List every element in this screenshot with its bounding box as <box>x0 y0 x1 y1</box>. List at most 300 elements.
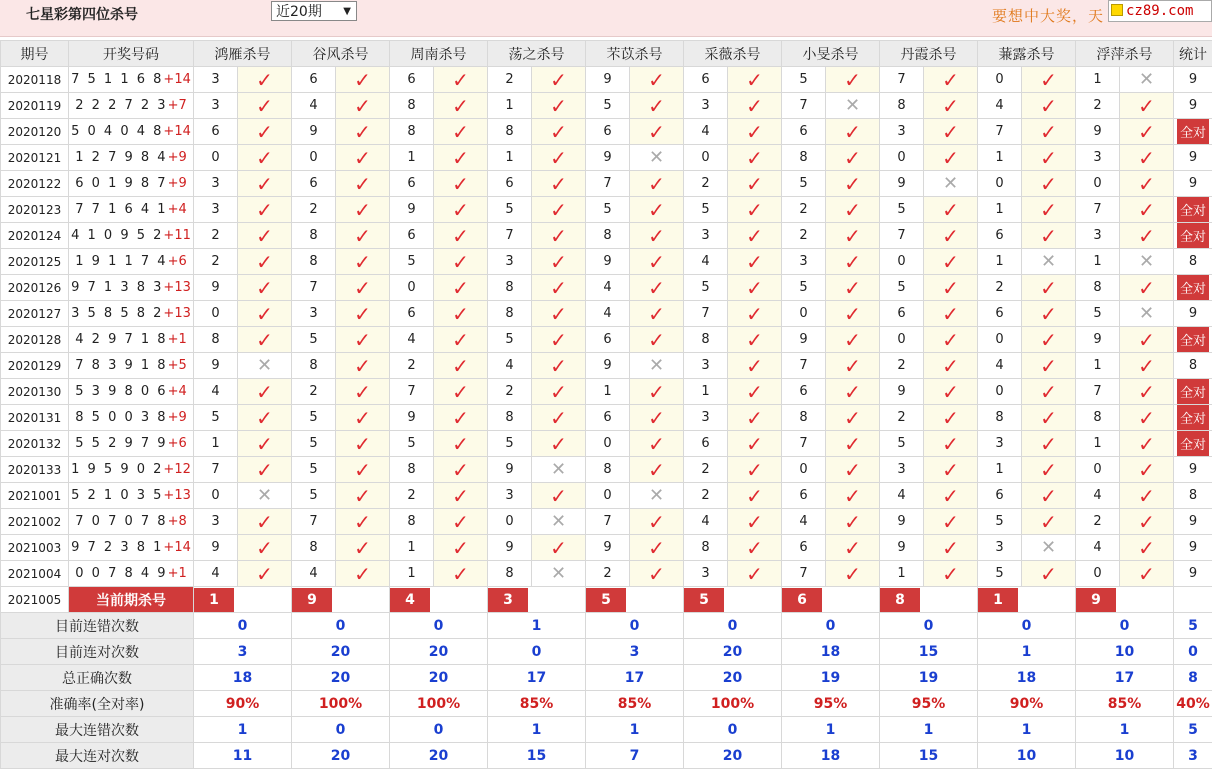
check-mark: ✓ <box>648 275 665 300</box>
kill-number-cell: 1 <box>978 457 1022 483</box>
check-mark: ✓ <box>354 509 371 534</box>
draw-sum: +1 <box>167 332 187 347</box>
check-icon <box>336 171 390 197</box>
table-row <box>1 249 1212 275</box>
kill-number-cell: 2 <box>292 197 336 223</box>
kill-number-cell: 2 <box>684 171 728 197</box>
check-mark: ✓ <box>746 197 763 222</box>
all-correct-label: 全对 <box>1177 431 1209 456</box>
stat-value: 85% <box>586 691 684 717</box>
kill-number-cell: 0 <box>292 145 336 171</box>
col-header-expert-7: 丹霞杀号 <box>880 41 978 67</box>
stat-value: 1 <box>488 717 586 743</box>
check-mark: ✓ <box>1040 145 1057 170</box>
check-mark: ✓ <box>844 379 861 404</box>
stat-value: 0 <box>292 717 390 743</box>
check-icon <box>238 379 292 405</box>
check-mark: ✓ <box>1040 561 1057 586</box>
all-correct-label: 全对 <box>1177 275 1209 300</box>
kill-number-cell: 0 <box>194 301 238 327</box>
kill-number-cell: 6 <box>390 223 434 249</box>
kill-number-cell: 5 <box>880 197 924 223</box>
check-mark: ✓ <box>452 145 469 170</box>
check-icon <box>336 249 390 275</box>
check-icon <box>826 275 880 301</box>
check-mark: ✓ <box>844 301 861 326</box>
kill-number-cell: 8 <box>390 119 434 145</box>
current-kill-number: 5 <box>684 588 724 612</box>
col-header-period: 期号 <box>1 41 69 67</box>
check-icon <box>630 327 684 353</box>
kill-number-cell: 5 <box>782 171 826 197</box>
stat-value: 85% <box>1076 691 1174 717</box>
stat-value: 0 <box>390 613 488 639</box>
cross-mark: ✕ <box>550 511 567 532</box>
kill-number-cell: 0 <box>586 483 630 509</box>
table-row <box>1 561 1212 587</box>
check-icon <box>1120 379 1174 405</box>
check-icon <box>728 197 782 223</box>
cross-icon <box>630 353 684 379</box>
check-icon <box>630 275 684 301</box>
check-icon <box>1120 561 1174 587</box>
kill-number-cell: 7 <box>880 67 924 93</box>
stat-row <box>1 691 1212 717</box>
stat-value: 8 <box>1174 665 1212 691</box>
check-icon <box>336 327 390 353</box>
check-mark: ✓ <box>1040 509 1057 534</box>
kill-number-cell: 2 <box>1076 509 1120 535</box>
check-icon <box>1022 379 1076 405</box>
kill-number-cell: 6 <box>488 171 532 197</box>
check-icon <box>1022 327 1076 353</box>
kill-number-cell: 3 <box>880 119 924 145</box>
stat-value: 20 <box>390 665 488 691</box>
kill-number-cell: 3 <box>488 249 532 275</box>
check-mark: ✓ <box>354 275 371 300</box>
kill-number-cell: 3 <box>194 171 238 197</box>
check-mark: ✓ <box>746 353 763 378</box>
cross-icon <box>532 457 586 483</box>
period-cell: 2020129 <box>1 353 69 379</box>
kill-number-cell: 2 <box>684 483 728 509</box>
check-mark: ✓ <box>256 197 273 222</box>
check-mark: ✓ <box>354 93 371 118</box>
check-mark: ✓ <box>844 509 861 534</box>
draw-numbers-cell <box>69 67 194 93</box>
kill-number-cell: 5 <box>292 457 336 483</box>
check-mark: ✓ <box>550 405 567 430</box>
check-mark: ✓ <box>1040 405 1057 430</box>
draw-digits: 7 0 7 0 7 8 <box>75 514 168 529</box>
period-cell: 2020127 <box>1 301 69 327</box>
check-icon <box>924 431 978 457</box>
check-icon <box>532 275 586 301</box>
draw-sum: +12 <box>163 462 191 477</box>
check-icon <box>1022 457 1076 483</box>
check-icon <box>336 483 390 509</box>
kill-number-cell: 5 <box>586 197 630 223</box>
draw-digits: 5 5 2 9 7 9 <box>75 436 168 451</box>
check-mark: ✓ <box>550 431 567 456</box>
kill-number-cell: 6 <box>390 171 434 197</box>
check-mark: ✓ <box>354 249 371 274</box>
stat-value: 20 <box>390 639 488 665</box>
stat-value: 0 <box>390 717 488 743</box>
kill-number-cell: 2 <box>782 197 826 223</box>
stat-value: 0 <box>684 613 782 639</box>
check-icon <box>532 405 586 431</box>
stat-value: 20 <box>684 743 782 769</box>
check-icon <box>630 249 684 275</box>
check-icon <box>728 327 782 353</box>
draw-sum: +8 <box>167 514 187 529</box>
check-icon <box>336 197 390 223</box>
row-stat-cell: 9 <box>1174 171 1212 197</box>
stat-row <box>1 743 1212 769</box>
draw-numbers-cell <box>69 431 194 457</box>
kill-number-cell: 0 <box>586 431 630 457</box>
stat-value: 0 <box>292 613 390 639</box>
draw-digits: 5 2 1 0 3 5 <box>71 488 164 503</box>
period-cell: 2020126 <box>1 275 69 301</box>
check-mark: ✓ <box>354 379 371 404</box>
check-icon <box>728 275 782 301</box>
check-icon <box>336 67 390 93</box>
kill-number-cell: 9 <box>586 67 630 93</box>
check-icon <box>434 197 488 223</box>
check-mark: ✓ <box>550 275 567 300</box>
draw-digits: 0 0 7 8 4 9 <box>75 566 168 581</box>
kill-number-cell: 4 <box>782 509 826 535</box>
check-mark: ✓ <box>1040 327 1057 352</box>
stat-value: 5 <box>1174 613 1212 639</box>
kill-number-cell: 5 <box>782 275 826 301</box>
check-mark: ✓ <box>1138 93 1155 118</box>
check-mark: ✓ <box>256 457 273 482</box>
kill-number-cell: 6 <box>292 171 336 197</box>
stat-value: 3 <box>586 639 684 665</box>
period-cell: 2020124 <box>1 223 69 249</box>
check-icon <box>924 301 978 327</box>
kill-number-cell: 9 <box>1076 327 1120 353</box>
cross-mark: ✕ <box>1138 303 1155 324</box>
kill-number-cell: 8 <box>978 405 1022 431</box>
check-mark: ✓ <box>746 171 763 196</box>
draw-numbers-cell <box>69 327 194 353</box>
check-icon <box>630 223 684 249</box>
kill-number-cell: 9 <box>194 275 238 301</box>
stat-value: 1 <box>880 717 978 743</box>
draw-sum: +7 <box>167 98 187 113</box>
kill-number-cell: 0 <box>684 145 728 171</box>
draw-numbers-cell <box>69 379 194 405</box>
check-icon <box>532 197 586 223</box>
kill-number-cell: 5 <box>390 431 434 457</box>
check-mark: ✓ <box>1040 119 1057 144</box>
kill-number-cell: 9 <box>586 249 630 275</box>
check-mark: ✓ <box>550 379 567 404</box>
check-mark: ✓ <box>1040 301 1057 326</box>
kill-number-cell: 6 <box>586 119 630 145</box>
check-mark: ✓ <box>256 93 273 118</box>
cross-icon <box>826 93 880 119</box>
check-mark: ✓ <box>942 119 959 144</box>
check-mark: ✓ <box>844 67 861 92</box>
col-header-expert-8: 蒹露杀号 <box>978 41 1076 67</box>
check-mark: ✓ <box>1138 145 1155 170</box>
draw-digits: 2 2 2 7 2 3 <box>75 98 168 113</box>
check-mark: ✓ <box>648 379 665 404</box>
stat-label: 总正确次数 <box>1 665 194 691</box>
check-mark: ✓ <box>354 431 371 456</box>
kill-number-cell: 5 <box>292 431 336 457</box>
check-icon <box>924 509 978 535</box>
stat-value: 0 <box>782 613 880 639</box>
draw-sum: +9 <box>167 150 187 165</box>
row-stat-cell: 9 <box>1174 457 1212 483</box>
check-mark: ✓ <box>844 119 861 144</box>
col-header-numbers: 开奖号码 <box>69 41 194 67</box>
site-logo[interactable] <box>1108 0 1212 22</box>
kill-number-cell: 5 <box>978 561 1022 587</box>
draw-sum: +9 <box>167 176 187 191</box>
cross-icon <box>532 509 586 535</box>
check-mark: ✓ <box>354 223 371 248</box>
check-icon <box>434 93 488 119</box>
page-title: 七星彩第四位杀号 <box>26 7 138 23</box>
check-mark: ✓ <box>550 535 567 560</box>
kill-number-cell: 8 <box>390 509 434 535</box>
check-mark: ✓ <box>746 561 763 586</box>
chevron-down-icon: ▼ <box>343 6 351 17</box>
check-icon <box>924 93 978 119</box>
check-icon <box>238 197 292 223</box>
ad-slogan[interactable]: 要想中大奖，天 <box>992 7 1105 25</box>
kill-number-cell: 0 <box>390 275 434 301</box>
table-row <box>1 535 1212 561</box>
check-mark: ✓ <box>746 223 763 248</box>
check-icon <box>924 223 978 249</box>
kill-number-cell: 5 <box>488 431 532 457</box>
cross-icon <box>630 145 684 171</box>
check-mark: ✓ <box>942 509 959 534</box>
check-icon <box>336 353 390 379</box>
kill-number-cell: 8 <box>782 405 826 431</box>
stat-value: 10 <box>1076 639 1174 665</box>
check-mark: ✓ <box>1138 119 1155 144</box>
check-mark: ✓ <box>354 301 371 326</box>
check-icon <box>826 223 880 249</box>
check-icon <box>826 379 880 405</box>
kill-number-cell: 2 <box>292 379 336 405</box>
check-icon <box>924 379 978 405</box>
check-mark: ✓ <box>256 275 273 300</box>
check-mark: ✓ <box>256 145 273 170</box>
check-icon <box>728 353 782 379</box>
cross-icon <box>924 171 978 197</box>
check-icon <box>336 509 390 535</box>
kill-number-cell: 1 <box>488 145 532 171</box>
kill-number-cell: 4 <box>978 353 1022 379</box>
check-mark: ✓ <box>452 249 469 274</box>
kill-number-cell: 1 <box>1076 249 1120 275</box>
table-row <box>1 223 1212 249</box>
check-mark: ✓ <box>942 197 959 222</box>
check-icon <box>434 275 488 301</box>
kill-number-cell: 3 <box>978 431 1022 457</box>
stat-value: 11 <box>194 743 292 769</box>
check-mark: ✓ <box>942 379 959 404</box>
check-mark: ✓ <box>942 275 959 300</box>
check-icon <box>728 171 782 197</box>
check-icon <box>826 171 880 197</box>
check-mark: ✓ <box>1138 327 1155 352</box>
kill-number-cell: 6 <box>978 223 1022 249</box>
check-mark: ✓ <box>452 509 469 534</box>
kill-number-cell: 4 <box>194 561 238 587</box>
check-mark: ✓ <box>452 301 469 326</box>
current-kill-cell-2 <box>390 587 488 613</box>
check-icon <box>826 353 880 379</box>
current-kill-cell-7 <box>880 587 978 613</box>
check-icon <box>532 327 586 353</box>
kill-number-cell: 1 <box>978 145 1022 171</box>
cross-mark: ✕ <box>1138 69 1155 90</box>
kill-number-cell: 6 <box>684 431 728 457</box>
check-mark: ✓ <box>1040 431 1057 456</box>
draw-numbers-cell <box>69 119 194 145</box>
check-icon <box>336 405 390 431</box>
check-icon <box>238 67 292 93</box>
kill-number-cell: 6 <box>586 327 630 353</box>
kill-number-cell: 8 <box>390 93 434 119</box>
check-icon <box>1022 171 1076 197</box>
check-mark: ✓ <box>256 223 273 248</box>
check-icon <box>924 535 978 561</box>
row-stat-cell: 9 <box>1174 301 1212 327</box>
kill-number-cell: 5 <box>194 405 238 431</box>
current-kill-cell-5 <box>684 587 782 613</box>
check-icon <box>434 353 488 379</box>
check-mark: ✓ <box>844 431 861 456</box>
all-correct-badge <box>1174 223 1212 249</box>
stat-value: 1 <box>978 717 1076 743</box>
period-cell: 2021001 <box>1 483 69 509</box>
kill-number-cell: 6 <box>880 301 924 327</box>
check-icon <box>924 197 978 223</box>
kill-number-cell: 8 <box>586 223 630 249</box>
kill-number-cell: 7 <box>292 275 336 301</box>
kill-number-cell: 6 <box>782 535 826 561</box>
check-icon <box>238 223 292 249</box>
check-icon <box>1120 327 1174 353</box>
check-icon <box>826 67 880 93</box>
check-icon <box>336 535 390 561</box>
stat-value: 15 <box>880 639 978 665</box>
current-kill-number: 9 <box>292 588 332 612</box>
check-mark: ✓ <box>942 405 959 430</box>
check-icon <box>728 67 782 93</box>
check-icon <box>728 379 782 405</box>
kill-number-cell: 3 <box>978 535 1022 561</box>
kill-number-cell: 2 <box>684 457 728 483</box>
check-mark: ✓ <box>648 457 665 482</box>
cross-mark: ✕ <box>844 95 861 116</box>
check-mark: ✓ <box>256 405 273 430</box>
check-mark: ✓ <box>746 535 763 560</box>
kill-number-cell: 8 <box>488 275 532 301</box>
kill-number-cell: 5 <box>292 483 336 509</box>
kill-number-cell: 4 <box>1076 535 1120 561</box>
stat-value: 18 <box>782 639 880 665</box>
check-icon <box>1022 67 1076 93</box>
cross-icon <box>238 353 292 379</box>
stat-label: 目前连对次数 <box>1 639 194 665</box>
all-correct-badge <box>1174 119 1212 145</box>
kill-number-cell: 5 <box>586 93 630 119</box>
draw-numbers-cell <box>69 457 194 483</box>
kill-number-cell: 8 <box>1076 405 1120 431</box>
check-icon <box>238 431 292 457</box>
stat-value: 100% <box>292 691 390 717</box>
cross-icon <box>532 561 586 587</box>
kill-number-cell: 8 <box>880 93 924 119</box>
check-mark: ✓ <box>844 171 861 196</box>
check-icon <box>434 301 488 327</box>
stat-value: 3 <box>194 639 292 665</box>
draw-digits: 4 1 0 9 5 2 <box>71 228 164 243</box>
check-icon <box>630 67 684 93</box>
current-kill-number: 3 <box>488 588 528 612</box>
check-mark: ✓ <box>844 405 861 430</box>
kill-number-cell: 6 <box>586 405 630 431</box>
current-kill-cell-6 <box>782 587 880 613</box>
check-mark: ✓ <box>550 249 567 274</box>
stat-value: 1 <box>978 639 1076 665</box>
kill-number-cell: 4 <box>292 561 336 587</box>
kill-number-cell: 6 <box>782 483 826 509</box>
cross-mark: ✕ <box>648 485 665 506</box>
period-range-select[interactable] <box>271 1 357 21</box>
stat-value: 18 <box>194 665 292 691</box>
check-mark: ✓ <box>550 197 567 222</box>
stat-value: 100% <box>390 691 488 717</box>
check-mark: ✓ <box>452 457 469 482</box>
check-icon <box>826 327 880 353</box>
kill-number-cell: 7 <box>782 561 826 587</box>
kill-number-cell: 1 <box>586 379 630 405</box>
check-icon <box>1022 145 1076 171</box>
check-mark: ✓ <box>746 119 763 144</box>
stat-value: 15 <box>488 743 586 769</box>
kill-number-cell: 5 <box>880 431 924 457</box>
period-cell: 2020128 <box>1 327 69 353</box>
check-mark: ✓ <box>942 145 959 170</box>
check-icon <box>532 93 586 119</box>
check-icon <box>434 379 488 405</box>
check-icon <box>1022 93 1076 119</box>
stat-value: 20 <box>390 743 488 769</box>
draw-numbers-cell <box>69 405 194 431</box>
check-mark: ✓ <box>256 431 273 456</box>
kill-number-cell: 9 <box>586 145 630 171</box>
check-mark: ✓ <box>648 405 665 430</box>
current-period-row <box>1 587 1212 613</box>
kill-number-cell: 1 <box>684 379 728 405</box>
check-icon <box>728 509 782 535</box>
period-cell: 2020122 <box>1 171 69 197</box>
